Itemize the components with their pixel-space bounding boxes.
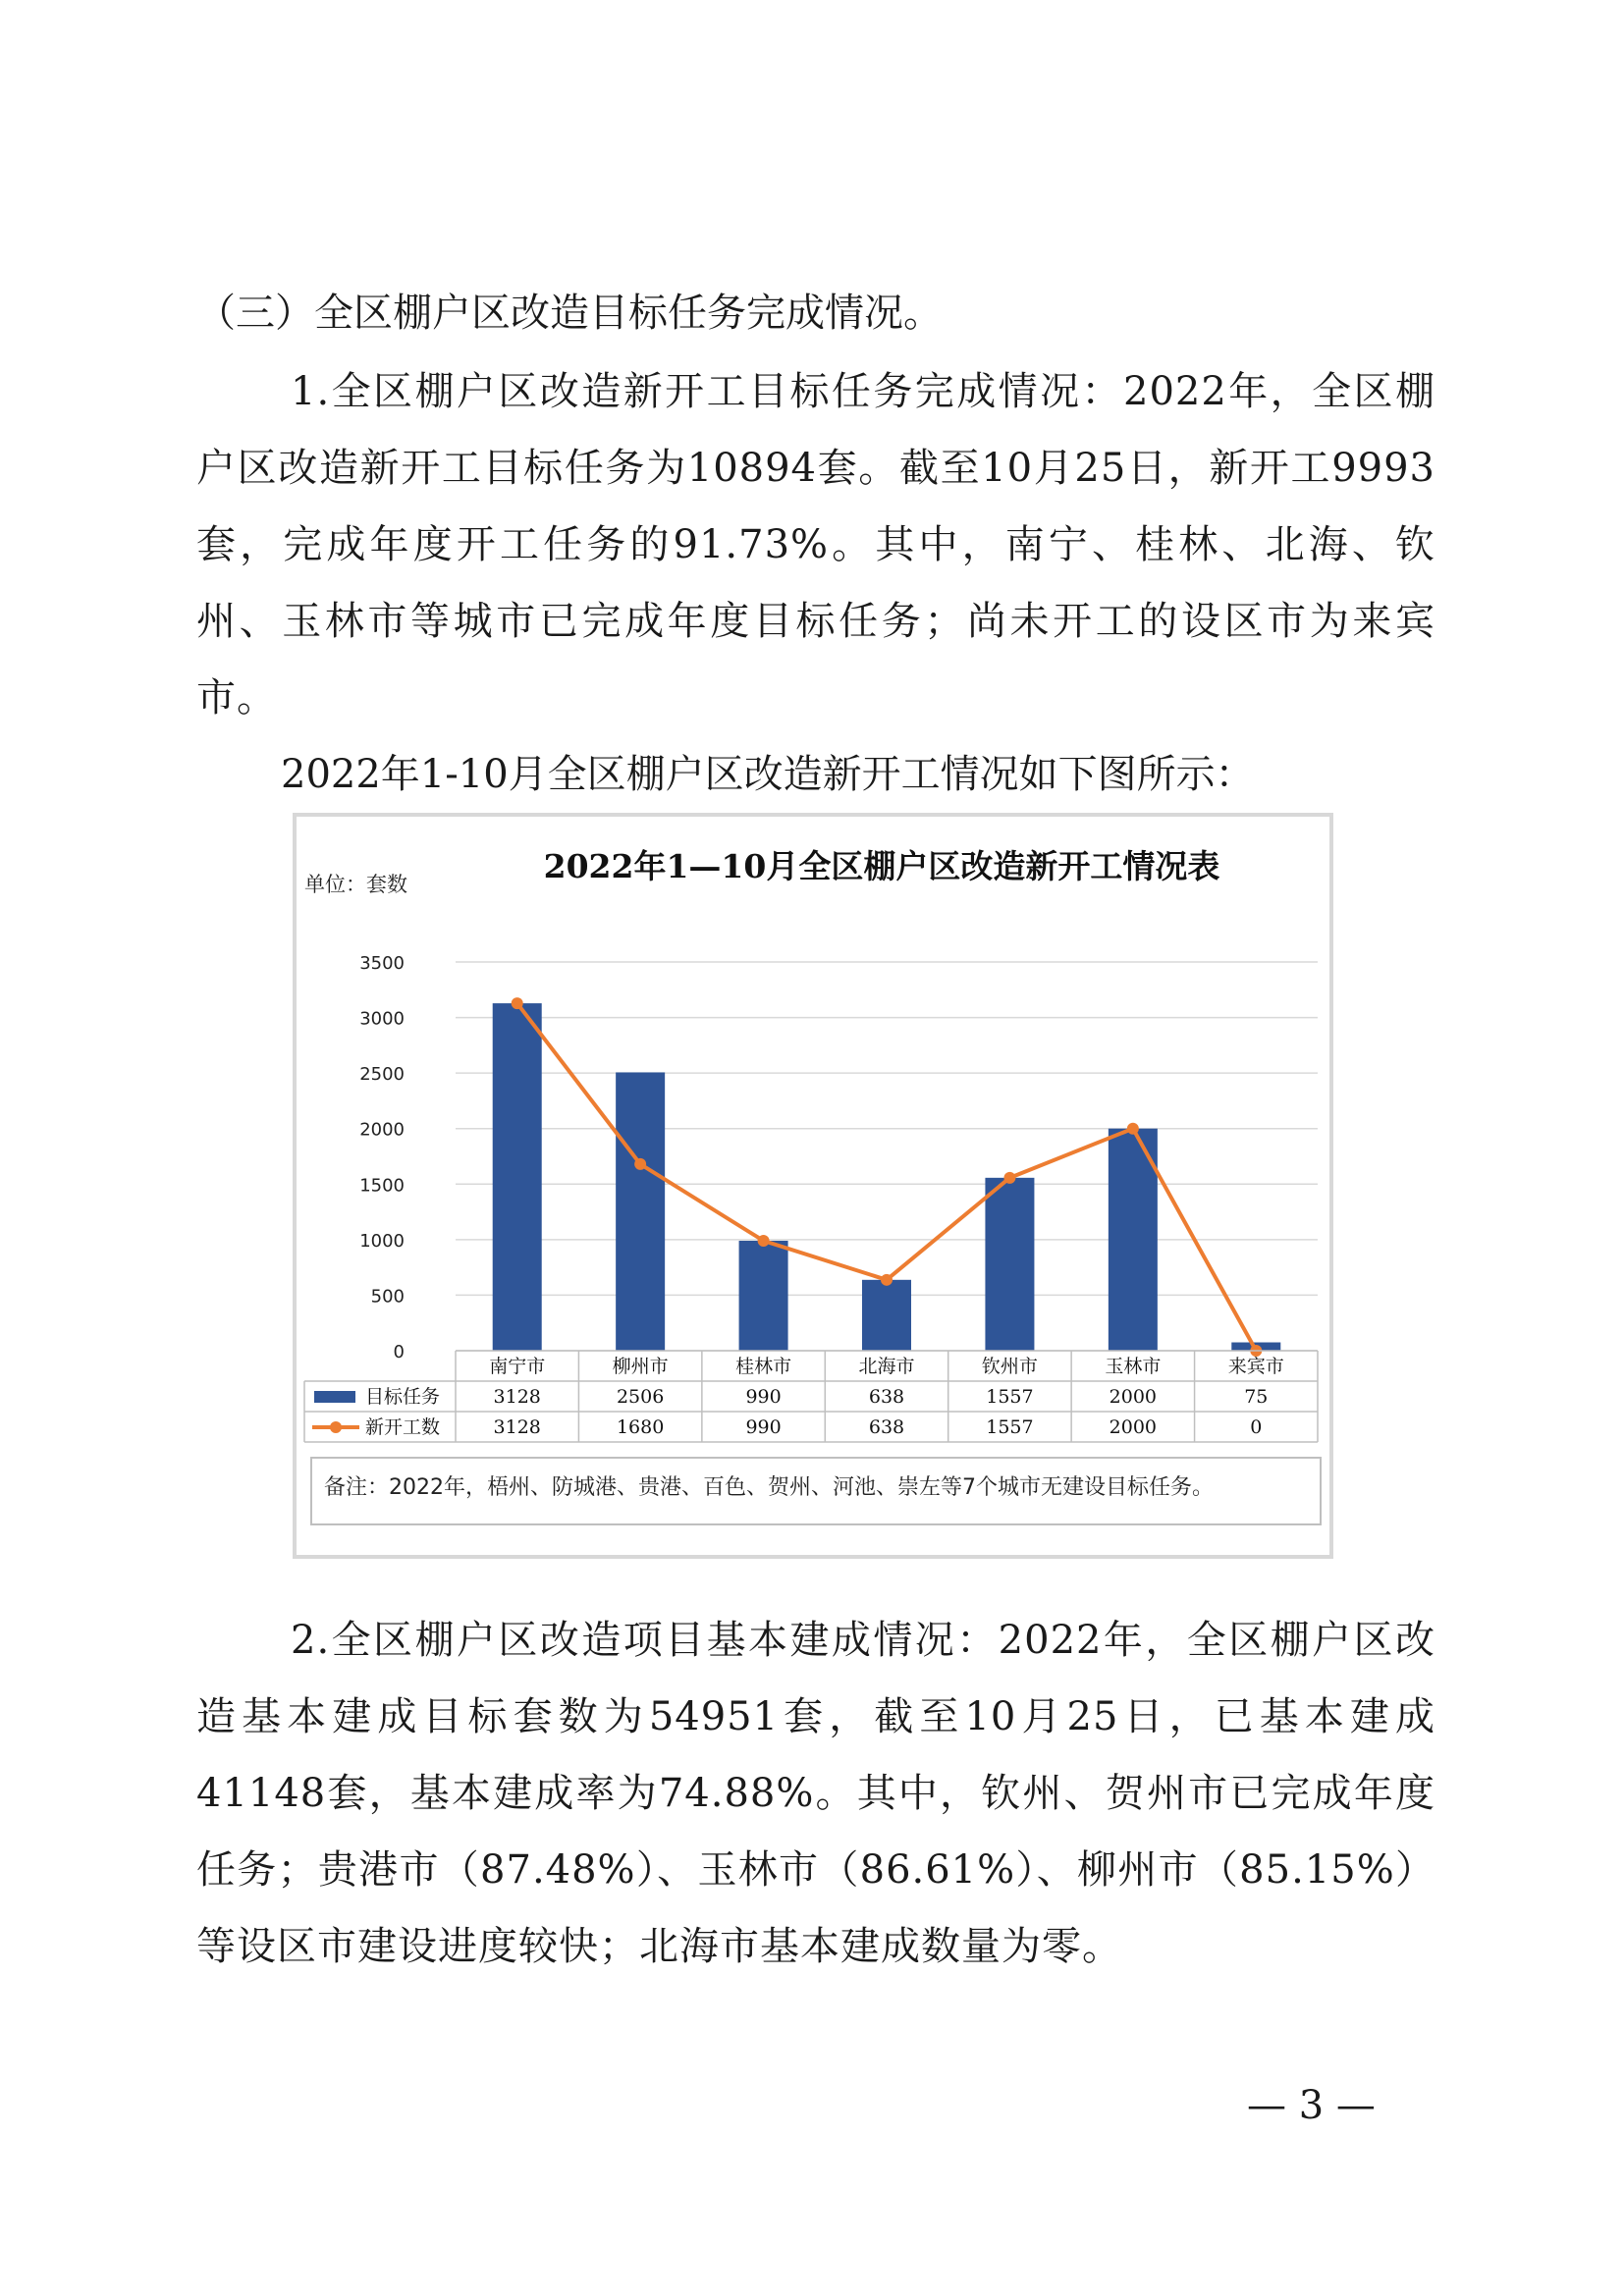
chart-svg — [297, 817, 1329, 1555]
y-tick-label: 0 — [393, 1342, 405, 1362]
legend-key-marker — [330, 1421, 342, 1433]
legend-label: 目标任务 — [365, 1386, 441, 1408]
data-label: 638 — [868, 1416, 905, 1438]
category-label: 钦州市 — [981, 1356, 1038, 1377]
data-label: 2506 — [616, 1386, 665, 1408]
bar-目标任务 — [616, 1072, 665, 1351]
line-point — [1127, 1123, 1139, 1135]
legend-key-bar — [314, 1391, 355, 1403]
category-label: 南宁市 — [489, 1356, 546, 1377]
page-number: — 3 — — [1247, 2083, 1376, 2128]
unit-label: 单位：套数 — [304, 873, 407, 896]
data-label: 3128 — [493, 1386, 541, 1408]
category-label: 北海市 — [858, 1356, 915, 1377]
category-label: 玉林市 — [1105, 1356, 1162, 1377]
bar-目标任务 — [493, 1003, 542, 1351]
chart-note: 备注：2022年，梧州、防城港、贵港、百色、贺州、河池、崇左等7个城市无建设目标任务。 — [310, 1457, 1322, 1525]
data-label: 2000 — [1109, 1416, 1158, 1438]
line-point — [881, 1274, 893, 1286]
data-label: 990 — [745, 1386, 782, 1408]
paragraph-2: 2.全区棚户区改造项目基本建成情况：2022年，全区棚户区改造基本建成目标套数为54951套，截至10月25日，已基本建成41148套，基本建成率为74.88%。其中，钦州、贺州市已完成年度任务；贵港市（87.48%）、玉林市（86.61%）、柳州市（85.15%）等设区市建设进度较快；北海市基本建成数量为零。 — [196, 1618, 1435, 1969]
y-tick-label: 2500 — [359, 1064, 405, 1086]
section-heading: （三）全区棚户区改造目标任务完成情况。 — [196, 291, 943, 336]
y-tick-label: 3500 — [359, 953, 405, 974]
line-point — [512, 997, 523, 1009]
paragraph-1: 1.全区棚户区改造新开工目标任务完成情况：2022年，全区棚户区改造新开工目标任务为10894套。截至10月25日，新开工9993套，完成年度开工任务的91.73%。其中，南宁、桂林、北海、钦州、玉林市等城市已完成年度目标任务；尚未开工的设区市为来宾市。 — [196, 369, 1435, 721]
category-label: 柳州市 — [612, 1356, 669, 1377]
y-tick-label: 500 — [370, 1286, 405, 1308]
bar-目标任务 — [862, 1280, 911, 1351]
data-label: 1557 — [986, 1416, 1034, 1438]
line-point — [1003, 1172, 1015, 1184]
data-label: 3128 — [493, 1416, 541, 1438]
data-label: 2000 — [1109, 1386, 1158, 1408]
bar-目标任务 — [739, 1241, 788, 1351]
data-label: 990 — [745, 1416, 782, 1438]
data-label: 1557 — [986, 1386, 1034, 1408]
y-tick-label: 1000 — [359, 1230, 405, 1252]
category-label: 桂林市 — [735, 1356, 792, 1377]
line-point — [758, 1235, 770, 1247]
y-tick-label: 3000 — [359, 1008, 405, 1030]
data-label: 638 — [868, 1386, 905, 1408]
chart-title: 2022年1—10月全区棚户区改造新开工情况表 — [543, 847, 1220, 885]
bar-目标任务 — [985, 1178, 1034, 1351]
chart-caption: 2022年1-10月全区棚户区改造新开工情况如下图所示： — [281, 752, 1255, 797]
chart-container — [293, 813, 1333, 1559]
data-label: 0 — [1250, 1416, 1263, 1438]
category-label: 来宾市 — [1227, 1356, 1284, 1377]
data-label: 75 — [1244, 1386, 1269, 1408]
y-tick-label: 2000 — [359, 1119, 405, 1141]
legend-label: 新开工数 — [365, 1416, 441, 1438]
line-point — [634, 1158, 646, 1170]
y-tick-label: 1500 — [359, 1175, 405, 1197]
data-label: 1680 — [616, 1416, 665, 1438]
